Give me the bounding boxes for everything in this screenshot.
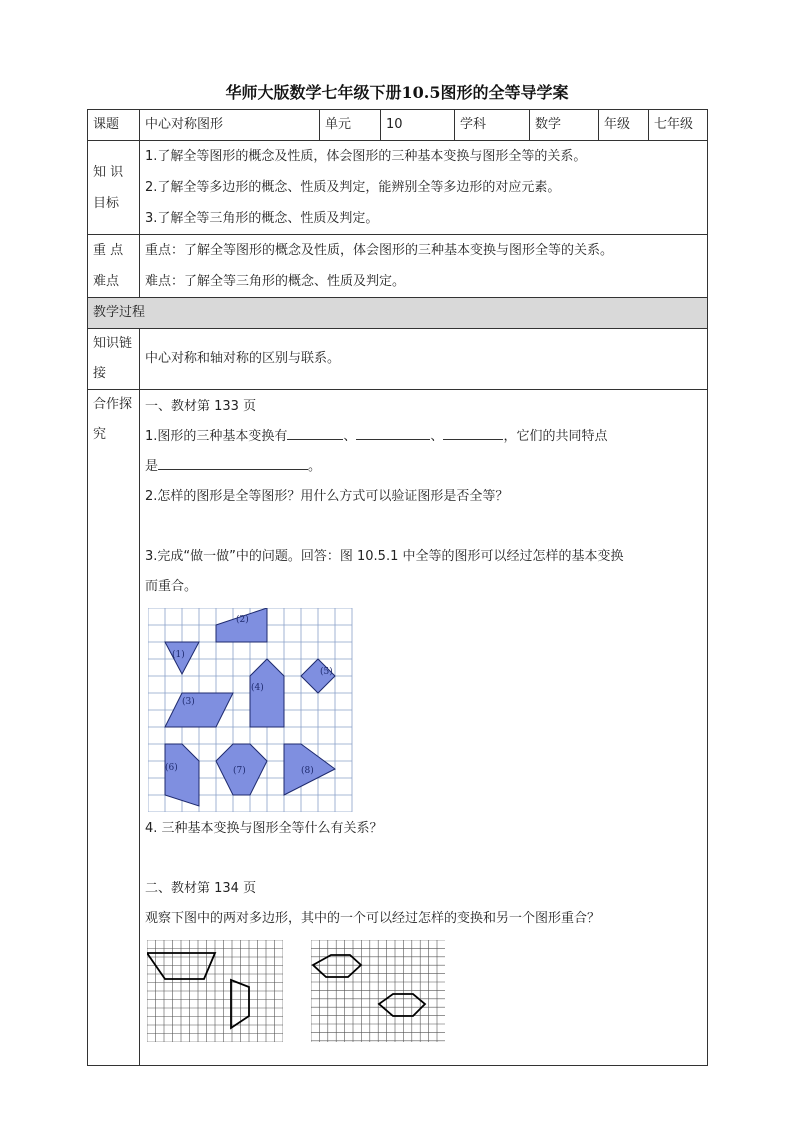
- section2-text: 观察下图中的两对多边形，其中的一个可以经过怎样的变换和另一个图形重合？: [145, 911, 601, 926]
- explore-content: [140, 390, 708, 1066]
- goal-item: 2.了解全等多边形的概念、性质及判定，能辨别全等多边形的对应元素。: [145, 180, 561, 195]
- topic-label: 课题: [88, 110, 140, 141]
- question-3-line2: 而重合。: [145, 579, 198, 594]
- shape-pentagon-2: [216, 608, 267, 642]
- label-7: (7): [233, 766, 246, 776]
- shapes: [165, 608, 335, 806]
- outlines: [313, 955, 425, 1016]
- unit-label: 单元: [320, 110, 381, 141]
- hexagon-shifted-shape: [379, 994, 425, 1016]
- key-points-row: [88, 235, 708, 298]
- spacer: [145, 512, 702, 542]
- goals-content: [140, 141, 708, 235]
- label-5: (5): [320, 667, 333, 677]
- polygon-pairs-figure: [145, 940, 702, 1054]
- figure-10-5-1: [148, 608, 702, 812]
- label-2: (2): [236, 615, 249, 625]
- link-label: 知识链接: [88, 329, 140, 390]
- question-2: 2.怎样的图形是全等图形？用什么方式可以验证图形是否全等？: [145, 489, 509, 504]
- explore-label: 合作探究: [88, 390, 140, 1066]
- label-6: (6): [165, 763, 178, 773]
- grade-label: 年级: [599, 110, 649, 141]
- question-1: [145, 422, 702, 452]
- topic-value: 中心对称图形: [140, 110, 320, 141]
- goal-item: 3.了解全等三角形的概念、性质及判定。: [145, 211, 379, 226]
- polygon-pair-left: [147, 940, 283, 1042]
- trapezoid-rotated-shape: [231, 980, 249, 1028]
- key-points-label-line2: 难点: [93, 274, 120, 289]
- link-row: [88, 329, 708, 390]
- goals-row: [88, 141, 708, 235]
- spacer: [145, 844, 702, 874]
- q1-sep: 、: [343, 429, 357, 444]
- answer-blank[interactable]: [287, 425, 343, 440]
- header-row: [88, 110, 708, 141]
- q1-sep: 、: [430, 429, 444, 444]
- q1-text: 1.图形的三种基本变换有: [145, 429, 288, 444]
- answer-blank[interactable]: [158, 455, 308, 470]
- label-8: (8): [301, 766, 314, 776]
- grade-value: 七年级: [649, 110, 708, 141]
- label-1: (1): [172, 650, 185, 660]
- q1-text: ，它们的共同特点: [503, 429, 608, 444]
- shape-grid-figure: [148, 608, 353, 812]
- key-points-content: [140, 235, 708, 298]
- key-points-label: [88, 235, 140, 298]
- goals-label-line2: 目标: [93, 195, 120, 211]
- q1-text: 。: [308, 459, 322, 474]
- unit-value: 10: [381, 110, 455, 141]
- label-4: (4): [251, 683, 264, 693]
- question-4: 4. 三种基本变换与图形全等什么有关系？: [145, 821, 383, 836]
- explore-row: [88, 390, 708, 1066]
- difficulty-point: 难点：了解全等三角形的概念、性质及判定。: [145, 274, 406, 289]
- goals-label: [88, 141, 140, 235]
- goal-item: 1.了解全等图形的概念及性质，体会图形的三种基本变换与图形全等的关系。: [145, 149, 587, 164]
- process-label: 教学过程: [88, 298, 708, 329]
- question-1-cont: [145, 452, 702, 482]
- question-3-line1: 3.完成“做一做”中的问题。回答：图 10.5.1 中全等的图形可以经过怎样的基本变换: [145, 549, 624, 564]
- subject-label: 学科: [455, 110, 530, 141]
- polygon-pair-right: [311, 940, 445, 1042]
- lesson-plan-table: [87, 109, 708, 1066]
- shape-pentagon-4: [250, 659, 284, 727]
- link-text: 中心对称和轴对称的区别与联系。: [140, 329, 708, 390]
- key-point: 重点：了解全等图形的概念及性质，体会图形的三种基本变换与图形全等的关系。: [145, 243, 614, 258]
- document-title: 华师大版数学七年级下册10.5图形的全等导学案: [225, 83, 569, 102]
- shape-quad-6: [165, 744, 199, 806]
- q1-text: 是: [145, 459, 159, 474]
- section2-title: 二、教材第 134 页: [145, 881, 257, 896]
- subject-value: 数学: [530, 110, 599, 141]
- shape-parallelogram-3: [165, 693, 233, 727]
- goals-label-line1: 知 识: [93, 164, 124, 180]
- section1-title: 一、教材第 133 页: [145, 399, 257, 414]
- process-row: [88, 298, 708, 329]
- key-points-label-line1: 重 点: [93, 243, 124, 258]
- answer-blank[interactable]: [443, 425, 503, 440]
- label-3: (3): [182, 697, 195, 707]
- answer-blank[interactable]: [356, 425, 430, 440]
